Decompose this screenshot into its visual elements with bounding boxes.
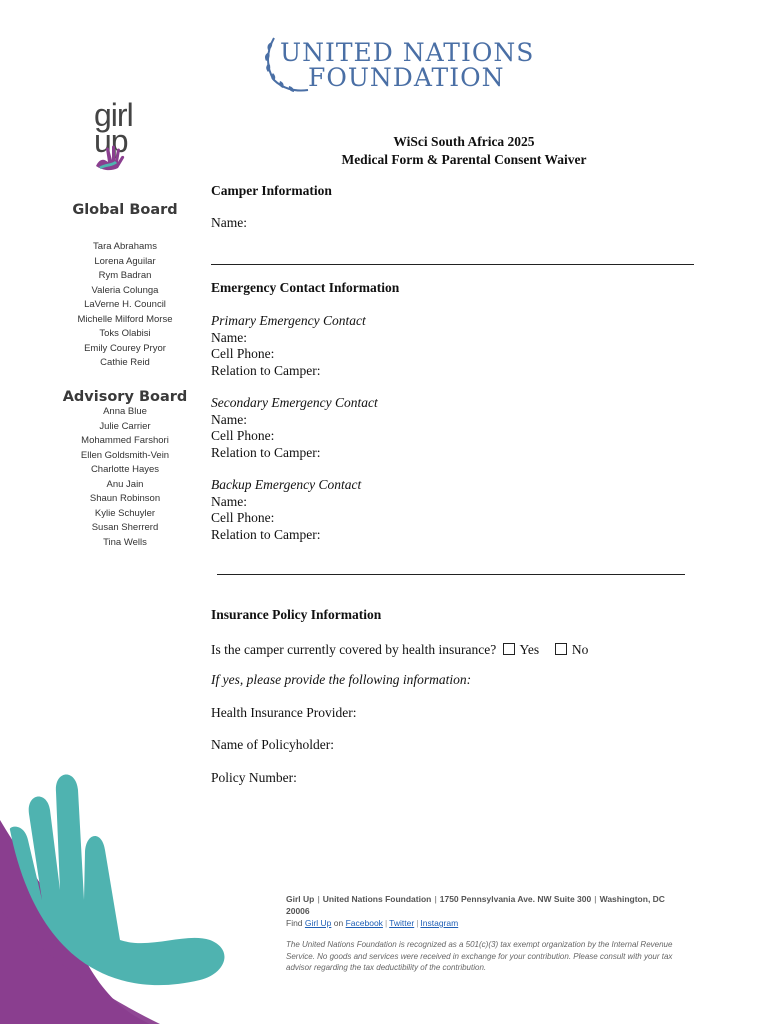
board-member: Tina Wells (103, 536, 147, 548)
contact-heading: Backup Emergency Contact (211, 477, 362, 492)
global-board-heading: Global Board (72, 202, 178, 218)
footer-address: 1750 Pennsylvania Ave. NW Suite 300 (439, 894, 592, 904)
contact-name-field[interactable]: Name: (211, 411, 247, 427)
contact-name-field[interactable]: Name: (211, 493, 247, 509)
secondary-contact-block (211, 395, 378, 461)
board-member: Kylie Schuyler (94, 507, 156, 519)
insurance-section-heading: Insurance Policy Information (211, 607, 382, 622)
board-member: Anna Blue (103, 406, 147, 417)
insurance-question: Is the camper currently covered by health insurance? (211, 642, 497, 657)
camper-section-heading: Camper Information (211, 183, 332, 198)
contact-phone-field[interactable]: Cell Phone: (211, 346, 275, 361)
board-member: Lorena Aguilar (94, 255, 156, 267)
girl-up-logo (86, 97, 166, 180)
board-member: Anu Jain (106, 478, 144, 490)
contact-heading: Secondary Emergency Contact (211, 395, 378, 410)
no-checkbox[interactable] (555, 643, 567, 655)
insurance-note: If yes, please provide the following information: (211, 672, 472, 687)
instagram-link[interactable]: Instagram (420, 918, 459, 928)
form-title-line2: Medical Form & Parental Consent Waiver (341, 152, 587, 167)
contact-name-field[interactable]: Name: (211, 329, 247, 345)
board-member: Valeria Colunga (91, 284, 159, 296)
board-member: Cathie Reid (100, 357, 150, 368)
no-label: No (571, 642, 589, 657)
advisory-board-heading: Advisory Board (62, 389, 188, 405)
camper-name-line[interactable] (211, 264, 694, 265)
policy-number-field[interactable]: Policy Number: (211, 770, 297, 785)
backup-contact-block (211, 477, 361, 543)
contact-phone-field[interactable]: Cell Phone: (211, 510, 275, 525)
contact-phone-field[interactable]: Cell Phone: (211, 428, 275, 443)
board-member: Michelle Milford Morse (77, 313, 173, 325)
footer-disclaimer: The United Nations Foundation is recognized as a 501(c)(3) tax exempt organization by the Internal Revenue Service. No goods and services were received in exchange for your contribution. Please consult with your tax advisor regarding the tax deductibility of the contribution. (286, 940, 673, 972)
board-member: Charlotte Hayes (90, 464, 160, 475)
hand-icon (94, 144, 130, 174)
board-member: Julie Carrier (99, 420, 151, 432)
camper-name-label: Name: (211, 215, 247, 230)
facebook-link[interactable]: Facebook (345, 918, 383, 928)
footer-social-line: Find Girl Up on Facebook | Twitter | Instagram (286, 918, 459, 928)
primary-contact-block (211, 313, 366, 379)
org-name-line2: FOUNDATION (308, 63, 505, 92)
section-divider (217, 574, 685, 575)
org-name-line1: UNITED NATIONS (280, 38, 535, 67)
contact-heading: Primary Emergency Contact (211, 313, 366, 328)
insurance-question-row (211, 642, 588, 659)
emergency-section-heading: Emergency Contact Information (211, 280, 400, 295)
policyholder-field[interactable]: Name of Policyholder: (211, 737, 334, 752)
yes-checkbox[interactable] (503, 643, 515, 655)
contact-relation-field[interactable]: Relation to Camper: (211, 362, 321, 378)
find-prefix: Find (286, 918, 303, 928)
footer-city: Washington, DC 20006 (286, 894, 665, 916)
yes-label: Yes (519, 642, 540, 657)
form-title (210, 133, 718, 169)
board-member: Susan Sherrerd (91, 522, 159, 533)
footer-org2: United Nations Foundation (322, 894, 432, 904)
board-member: Rym Badran (98, 270, 152, 281)
footer (286, 893, 686, 974)
board-member: Ellen Goldsmith-Vein (80, 449, 170, 461)
board-member: Mohammed Farshori (81, 435, 169, 446)
board-member: LaVerne H. Council (84, 299, 166, 310)
un-foundation-logo (260, 34, 535, 96)
contact-relation-field[interactable]: Relation to Camper: (211, 526, 321, 542)
global-board-section (60, 202, 190, 371)
contact-relation-field[interactable]: Relation to Camper: (211, 444, 321, 460)
board-member: Shaun Robinson (89, 493, 161, 504)
board-member: Emily Courey Pryor (84, 342, 166, 354)
form-title-line1: WiSci South Africa 2025 (393, 134, 535, 149)
footer-address-line: Girl Up | United Nations Foundation | 1750 Pennsylvania Ave. NW Suite 300 | Washington, DC 20006 (286, 894, 665, 916)
find-on: on (333, 918, 344, 928)
hand-graphic-icon (0, 760, 240, 1024)
provider-field[interactable]: Health Insurance Provider: (211, 705, 357, 720)
board-member: Toks Olabisi (99, 328, 151, 339)
footer-org1: Girl Up (286, 894, 315, 904)
board-member: Tara Abrahams (93, 241, 157, 252)
twitter-link[interactable]: Twitter (389, 918, 415, 928)
girl-up-wordmark: girl up (94, 97, 133, 159)
advisory-board-section (60, 389, 190, 550)
girl-up-link[interactable]: Girl Up (304, 918, 332, 928)
